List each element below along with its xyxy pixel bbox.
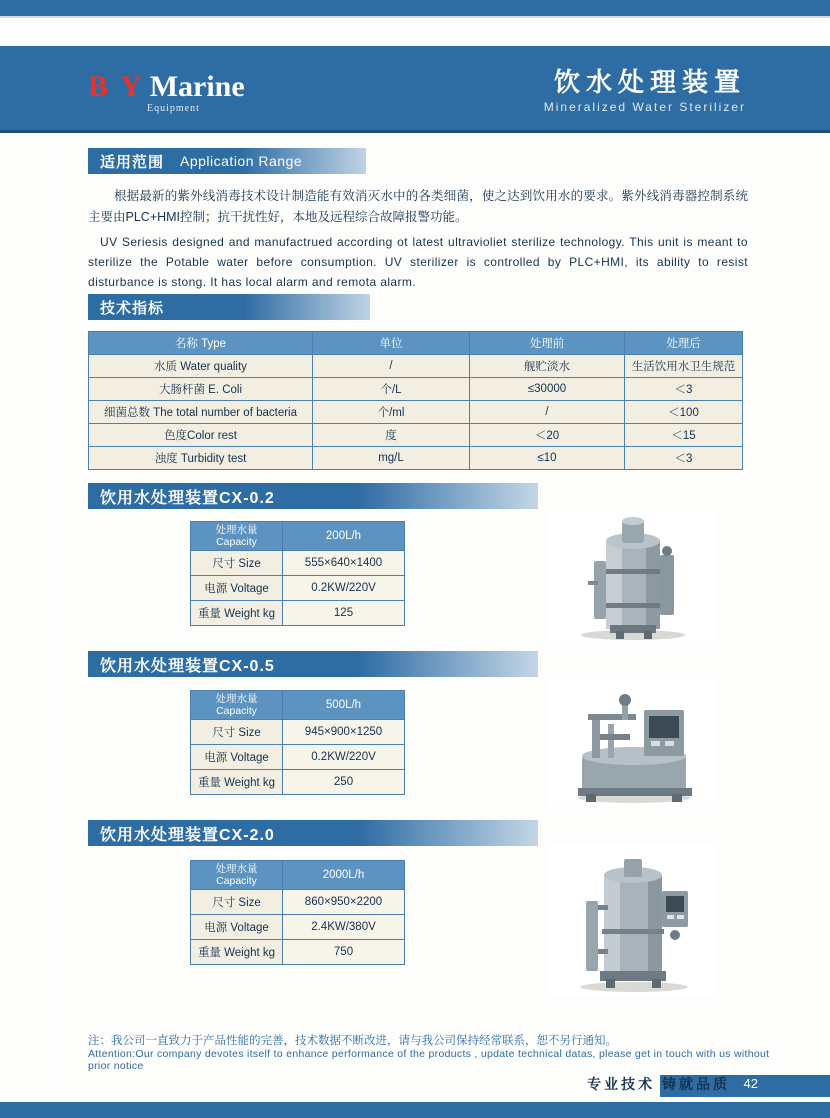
product-value: 250 bbox=[283, 770, 405, 795]
product-key: 电源 Voltage bbox=[191, 915, 283, 940]
product-value: 2.4KW/380V bbox=[283, 915, 405, 940]
product-key: 尺寸 Size bbox=[191, 720, 283, 745]
top-accent-bar bbox=[0, 0, 830, 16]
product-table-cx-0-2 bbox=[190, 521, 405, 626]
spec-cell: ＜100 bbox=[625, 401, 743, 424]
spec-cell: 水质 Water quality bbox=[89, 355, 313, 378]
product-value: 750 bbox=[283, 940, 405, 965]
logo-word-marine: Marine bbox=[149, 70, 245, 103]
footer-note-cn: 注：我公司一直致力于产品性能的完善，技术数据不断改进，请与我公司保持经常联系，恕不另行通知。 bbox=[88, 1035, 617, 1047]
product-value: 500L/h bbox=[283, 691, 405, 720]
section-heading-application-cn: 适用范围 bbox=[100, 153, 165, 171]
product-key-cn: 处理水量 bbox=[215, 693, 258, 705]
table-row bbox=[191, 745, 405, 770]
product-value: 2000L/h bbox=[283, 861, 405, 890]
product-value: 0.2KW/220V bbox=[283, 745, 405, 770]
water-sterilizer-cx-0-2-photo bbox=[548, 511, 718, 641]
spec-col-before: 处理前 bbox=[470, 332, 625, 355]
page-number: 42 bbox=[743, 1076, 758, 1091]
product-key: 电源 Voltage bbox=[191, 576, 283, 601]
section-heading-spec bbox=[88, 294, 370, 320]
product-key-cn: 处理水量 bbox=[215, 524, 258, 536]
table-row bbox=[191, 861, 405, 890]
product-title-cx-0-5: 饮用水处理装置CX-0.5 bbox=[88, 651, 538, 677]
product-key: 重量 Weight kg bbox=[191, 601, 283, 626]
table-row bbox=[89, 401, 743, 424]
bottom-accent-bar bbox=[0, 1102, 830, 1118]
product-table-cx-2-0 bbox=[190, 860, 405, 965]
product-value: 125 bbox=[283, 601, 405, 626]
table-row bbox=[191, 522, 405, 551]
spec-cell: 个/L bbox=[313, 378, 470, 401]
footer-slogan: 专业技术 铸就品质 bbox=[587, 1076, 730, 1092]
page-title-en: Mineralized Water Sterilizer bbox=[543, 100, 746, 114]
product-key: 电源 Voltage bbox=[191, 745, 283, 770]
product-key: 尺寸 Size bbox=[191, 890, 283, 915]
spec-cell: 舰贮淡水 bbox=[470, 355, 625, 378]
spec-cell: 浊度 Turbidity test bbox=[89, 447, 313, 470]
spec-col-type: 名称 Type bbox=[89, 332, 313, 355]
header-bottom-rule bbox=[0, 130, 830, 133]
application-paragraph-cn: 根据最新的紫外线消毒技术设计制造能有效消灭水中的各类细菌，使之达到饮用水的要求。紫外线消毒器控制系统主要由PLC+HMI控制；抗干扰性好，本地及远程综合故障报警功能。 bbox=[88, 189, 748, 224]
product-value: 555×640×1400 bbox=[283, 551, 405, 576]
product-value: 200L/h bbox=[283, 522, 405, 551]
spec-cell: 细菌总数 The total number of bacteria bbox=[89, 401, 313, 424]
spec-cell: ≤10 bbox=[470, 447, 625, 470]
logo-letter-y: Y bbox=[120, 70, 142, 103]
spec-table bbox=[88, 331, 743, 470]
spec-col-unit: 单位 bbox=[313, 332, 470, 355]
spec-cell: 大肠杆菌 E. Coli bbox=[89, 378, 313, 401]
product-key: 尺寸 Size bbox=[191, 551, 283, 576]
spec-cell: mg/L bbox=[313, 447, 470, 470]
product-title-cx-0-2: 饮用水处理装置CX-0.2 bbox=[88, 483, 538, 509]
product-key-cn: 处理水量 bbox=[215, 863, 258, 875]
product-title-cx-2-0: 饮用水处理装置CX-2.0 bbox=[88, 820, 538, 846]
left-margin-rule bbox=[60, 133, 62, 1093]
spec-cell: / bbox=[470, 401, 625, 424]
product-value: 945×900×1250 bbox=[283, 720, 405, 745]
spec-cell: 生活饮用水卫生规范 bbox=[625, 355, 743, 378]
logo-letter-b: B bbox=[88, 70, 109, 103]
spec-cell: 个/ml bbox=[313, 401, 470, 424]
table-row bbox=[89, 378, 743, 401]
spec-col-after: 处理后 bbox=[625, 332, 743, 355]
spec-cell: / bbox=[313, 355, 470, 378]
table-row bbox=[191, 915, 405, 940]
product-key-en: Capacity bbox=[216, 705, 257, 717]
table-row bbox=[191, 691, 405, 720]
table-row bbox=[89, 424, 743, 447]
product-table-cx-0-5 bbox=[190, 690, 405, 795]
table-row bbox=[191, 576, 405, 601]
water-sterilizer-cx-0-5-photo bbox=[548, 678, 718, 806]
spec-table-header-row bbox=[89, 332, 743, 355]
top-accent-rule bbox=[0, 16, 830, 18]
product-key-en: Capacity bbox=[216, 875, 257, 887]
application-paragraph-en: UV Seriesis designed and manufactrued according ot latest ultravioliet sterilize technology. This unit is meant to sterilize the Potable water before consumption. UV sterilizer is controlled by PLC+HMI, its ability to resist disturbance is stong. It has local alarm and remota alarm. bbox=[88, 235, 748, 289]
product-key bbox=[191, 861, 283, 890]
spec-cell: 色度Color rest bbox=[89, 424, 313, 447]
table-row bbox=[89, 355, 743, 378]
section-heading-application bbox=[88, 148, 366, 174]
product-key: 重量 Weight kg bbox=[191, 770, 283, 795]
product-key-en: Capacity bbox=[216, 536, 257, 548]
page-title-cn: 饮水处理装置 bbox=[553, 67, 746, 97]
spec-cell: ＜15 bbox=[625, 424, 743, 447]
logo-subtitle: Equipment bbox=[147, 103, 200, 114]
table-row bbox=[89, 447, 743, 470]
spec-cell: 度 bbox=[313, 424, 470, 447]
footer-note-en: Attention:Our company devotes itself to enhance performance of the products , update technical datas, please get in touch with us without prior notice bbox=[88, 1048, 770, 1072]
spec-cell: ≤30000 bbox=[470, 378, 625, 401]
product-value: 860×950×2200 bbox=[283, 890, 405, 915]
section-heading-application-en: Application Range bbox=[180, 153, 303, 169]
table-row bbox=[191, 601, 405, 626]
spec-cell: ＜3 bbox=[625, 447, 743, 470]
spec-cell: ＜20 bbox=[470, 424, 625, 447]
table-row bbox=[191, 720, 405, 745]
table-row bbox=[191, 551, 405, 576]
section-heading-spec-cn: 技术指标 bbox=[100, 299, 165, 317]
water-sterilizer-cx-2-0-photo bbox=[548, 845, 718, 995]
product-key bbox=[191, 522, 283, 551]
table-row bbox=[191, 770, 405, 795]
product-key bbox=[191, 691, 283, 720]
table-row bbox=[191, 940, 405, 965]
product-key: 重量 Weight kg bbox=[191, 940, 283, 965]
spec-cell: ＜3 bbox=[625, 378, 743, 401]
company-logo bbox=[88, 72, 245, 102]
table-row bbox=[191, 890, 405, 915]
product-value: 0.2KW/220V bbox=[283, 576, 405, 601]
